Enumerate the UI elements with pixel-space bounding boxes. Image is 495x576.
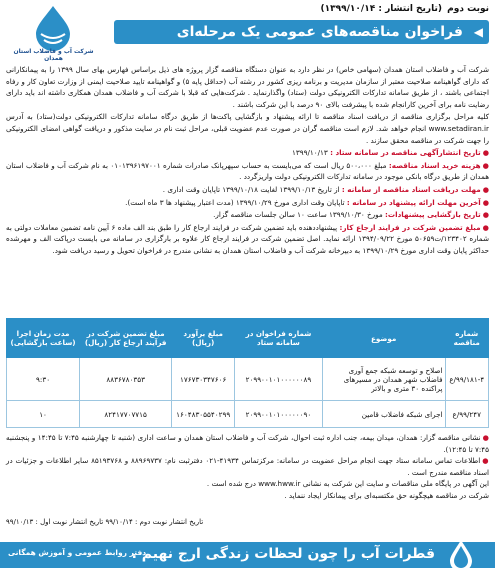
note-contact: ●اطلاعات تماس سامانه ستاد جهت انجام مراحل عضویت در سامانه: مرکزتماس ۴۱۹۳۴-۰۲۱ دفترثبت نام: ۸۸۹۶۹۷۳۷ و ۸۵۱۹۳۷۶۸ سایر اطلاعات و جزئیات در اسناد مناقصه مندرج است . (6, 456, 489, 477)
notice-label: نوبت دوم (447, 4, 489, 14)
cell-subject: اصلاح و توسعه شبکه جمع آوری فاضلاب شهر همدان در مسیرهای پراکنده ۳۰ متری و بالاتر (322, 358, 445, 401)
cell-opening-time: ۹:۳۰ (7, 358, 80, 401)
detail-item (6, 184, 489, 196)
col-opening-time: مدت زمان اجرا (ساعت بازگشایی) (7, 319, 80, 358)
header (0, 0, 495, 62)
note-website: این آگهی در پایگاه ملی مناقصات و سایت این شرکت به نشانی www.hww.ir درج شده است . (206, 479, 489, 489)
intro-paragraph: شرکت آب و فاضلاب استان همدان (سهامی خاص) در نظر دارد به عنوان دستگاه مناقصه گزار پروژه های ذیل براساس فهارس بهای سال ۱۳۹۹ را به پیمانکارانی که دارای گواهینامه صلاحیت معتبر از سازمان مدیریت و برنامه ریزی کشور در رشته آب (حداقل پایه ۵) و گواهینامه تایید صلاحیت ایمنی از وزارت تعاون کار و رفاه اجتماعی باشند ، از طریق سامانه تدارکات الکترونیکی دولت (ستاد) واگذارنماید . شرکت‌هایی که قبلا با شرکت آب و فاضلاب همدان همکاری داشته اند باید دارای رضایت نامه برای آخرین کارانجام شده با پیشرفت بالای ۹۰ درصد با این شرکت باشند . (6, 65, 489, 109)
detail-value: مورخ ۱۳۹۹/۱۰/۳۰ ساعت ۱۰ سالن جلسات مناقصه گزار. (213, 210, 383, 220)
detail-label: تاریخ بازگشایی پیشنهادات: (385, 210, 481, 220)
ad-body (6, 64, 489, 258)
footer-dept: دفتر روابط عمومی و آموزش همگانی (8, 548, 147, 557)
cell-guarantee: ۸۸۳۶۷۸۰۳۵۳ (80, 358, 172, 401)
col-tender-number: شماره مناقصه (445, 319, 488, 358)
bullet-icon: ● (482, 433, 490, 442)
cell-setad-number: ۲۰۹۹۰۰۱۰۱۰۰۰۰۰۰۹۰ (235, 401, 323, 428)
detail-label: هزینه خرید اسناد مناقصه: (388, 160, 481, 170)
water-drop-icon (445, 538, 477, 572)
detail-item (6, 147, 489, 159)
detail-label: مهلت دریافت اسناد مناقصه از سامانه : (341, 184, 481, 194)
table-row (7, 401, 489, 428)
bullet-icon: ● (482, 456, 489, 466)
detail-label: آخرین مهلت ارائه پیشنهاد در سامانه : (346, 197, 481, 207)
notes (6, 432, 489, 502)
title-bar (114, 20, 489, 44)
col-setad-number: شماره فراخوان در سامانه ستاد (235, 319, 323, 358)
col-estimate: مبلغ برآورد (ریال) (172, 319, 235, 358)
bullet-icon: ● (482, 210, 489, 220)
publish-dates: تاریخ انتشار نوبت دوم : ۹۹/۱۰/۱۴ تاریخ انتشار نوبت اول : ۹۹/۱۰/۱۳ (6, 518, 204, 526)
page-title: فراخوان مناقصه‌های عمومی یک مرحله‌ای (176, 24, 463, 40)
detail-item (6, 197, 489, 209)
cell-tender-number: ۹۹/۲۴۷/ع (445, 401, 488, 428)
footer (0, 534, 495, 576)
arrow-bullet-icon: ◀ (473, 25, 483, 39)
detail-value: از تاریخ ۱۳۹۹/۱۰/۱۳ لغایت ۱۳۹۹/۱۰/۱۸ تاپایان وقت اداری . (162, 184, 340, 194)
logo-text: شرکت آب و فاضلاب استان همدان (13, 48, 94, 62)
bullet-icon: ● (482, 184, 489, 194)
col-guarantee: مبلغ تضمین شرکت در فرآیند ارجاع کار (ریال) (80, 319, 172, 358)
bullet-icon: ● (482, 160, 489, 170)
notice-line (319, 4, 489, 14)
table-header-row (7, 319, 489, 358)
detail-item (6, 160, 489, 183)
note-address: ●نشانی مناقصه گزار: همدان، میدان بیمه، جنب اداره ثبت احوال، شرکت آب و فاضلاب استان همدان و ساعت اداری (شنبه تا چهارشنبه ۷:۴۵ تا ۱۴:۴۵ و پنجشنبه ۷:۴۵ تا ۱۲:۴۵). (6, 433, 490, 454)
detail-item (6, 209, 489, 221)
cell-tender-number: ۹۹/۱۸۱-۴/ع (445, 358, 488, 401)
bullet-icon: ● (482, 197, 489, 207)
detail-value: ۱۳۹۹/۱۰/۱۳ (292, 148, 328, 158)
detail-value: تاپایان وقت اداری مورخ ۱۳۹۹/۱۰/۲۹ (مدت اعتبار پیشنهاد ها ۳ ماه است). (125, 197, 345, 207)
cell-estimate: ۱۶۰۴۸۳۰۵۵۴۰۲۹۹ (172, 401, 235, 428)
process-paragraph: کلیه مراحل برگزاری مناقصه از دریافت اسناد مناقصه تا ارائه پیشنهاد و بازگشایی پاکت‌ها از طریق درگاه سامانه تدارکات الکترونیکی دولت(ستاد) به آدرس www.setadiran.ir انجام خواهد شد. لازم است مناقصه گران در صورت عدم عضویت قبلی، مراحل ثبت نام در سایت مذکور و دریافت گواهی امضای الکترونیکی را جهت شرکت در مناقصه محقق سازند . (6, 112, 489, 145)
tender-table (6, 318, 489, 428)
publish-date: (تاریخ انتشار : ۱۳۹۹/۱۰/۱۴) (320, 4, 442, 14)
detail-item (6, 222, 489, 257)
cell-guarantee: ۸۲۴۱۷۷۰۷۷۱۵ (80, 401, 172, 428)
detail-list (6, 147, 489, 256)
detail-label: تاریخ انتشارآگهی مناقصه در سامانه ستاد : (330, 148, 481, 158)
footer-slogan: قطرات آب را چون لحظات زندگی ارج نهیم . (131, 546, 435, 562)
note-rights: شرکت در مناقصه هیچگونه حق مکتسبه‌ای برای پیمانکار ایجاد ننماید . (284, 490, 489, 500)
bullet-icon: ● (482, 148, 489, 158)
cell-estimate: ۱۷۶۷۳۰۳۴۷۶۰۶ (172, 358, 235, 401)
bullet-icon: ● (482, 222, 489, 232)
cell-opening-time: ۱۰ (7, 401, 80, 428)
col-subject: موضوع (322, 319, 445, 358)
table-row (7, 358, 489, 401)
detail-value: مبلغ ۵۰۰،۰۰۰ ریال است که می‌بایست به حساب سپهرپانک صادرات شماره ۰۱۰۱۳۹۶۱۹۷۰۰۱ به نام شرکت آب و فاضلاب استان همدان از طریق درگاه بانکی موجود در سامانه تدارکات الکترونیکی دولت واریزگردد . (6, 160, 489, 182)
detail-value: پیشنهاددهنده باید تضمین شرکت در فرایند ارجاع کار را طبق بند الف ماده ۶ آیین نامه تضمین معاملات دولتی به شماره ۱۲۳۴۰۲/ت۵۰۶۵۹ مورخ ۱۳۹۴/۰۹/۲۲ ارائه نماید. اصل تضمین شرکت در فرایند ارجاع کار علاوه بر بارگزاری در سامانه می بایست درپاکت الف و مهرشده حداکثر پایان وقت اداری مورخ ۱۳۹۹/۱۰/۲۹ به دبیرخانه شرکت آب و فاضلاب استان همدان به نشانی مندرج در فراخوان تحویل و رسید دریافت شود. (6, 222, 489, 255)
cell-subject: اجرای شبکه فاضلاب قامین (322, 401, 445, 428)
cell-setad-number: ۲۰۹۹۰۰۱۰۱۰۰۰۰۰۰۸۹ (235, 358, 323, 401)
detail-label: مبلغ تضمین شرکت در فرایند ارجاع کار: (339, 222, 481, 232)
